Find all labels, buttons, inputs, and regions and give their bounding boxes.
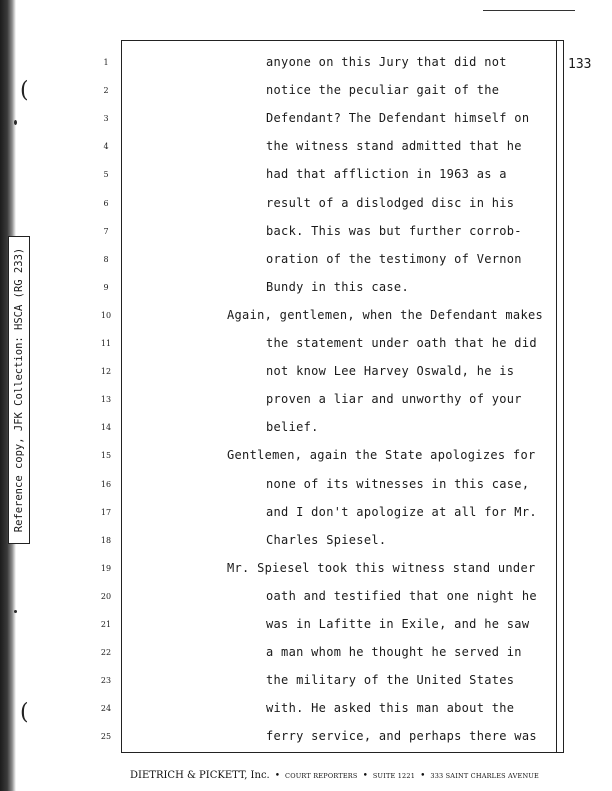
footer-separator: • (420, 771, 426, 781)
footer (130, 763, 570, 782)
line-number: 15 (100, 451, 112, 461)
footer-role: COURT REPORTERS (285, 772, 358, 780)
line-number: 3 (103, 114, 109, 124)
line-number: 22 (100, 648, 112, 658)
archive-stamp: Reference copy, JFK Collection: HSCA (RG 233) (8, 236, 30, 544)
line-number: 16 (100, 479, 112, 489)
transcript-line: none of its witnesses in this case, (266, 476, 530, 491)
page-number: 133 (568, 57, 592, 72)
line-number: 17 (100, 507, 112, 517)
line-number: 7 (103, 226, 109, 236)
transcript-line: the statement under oath that he did (266, 336, 537, 350)
transcript-line: oath and testified that one night he (266, 588, 537, 603)
line-number: 21 (100, 620, 112, 629)
footer-separator: • (274, 771, 281, 781)
transcript-line: a man whom he thought he served in (266, 645, 522, 660)
transcript-line: with. He asked this man about the (266, 701, 515, 716)
line-number: 20 (100, 591, 112, 601)
line-number: 18 (100, 535, 112, 545)
transcript-line: back. This was but further corrob- (266, 223, 522, 238)
transcript-line: Again, gentlemen, when the Defendant makes (227, 307, 544, 322)
transcript-line: notice the peculiar gait of the (266, 83, 500, 98)
scan-speck (14, 120, 17, 125)
line-number: 1 (103, 58, 109, 67)
transcript-line: the witness stand admitted that he (266, 139, 522, 154)
footer-address: 333 SAINT CHARLES AVENUE (430, 772, 539, 780)
transcript-line: Mr. Spiesel took this witness stand under (227, 560, 536, 575)
top-rule (483, 10, 575, 11)
transcript-line: ferry service, and perhaps there was (266, 729, 537, 744)
right-margin-rule (556, 40, 557, 753)
line-number: 25 (100, 732, 112, 742)
line-number: 11 (100, 339, 112, 348)
line-number: 5 (103, 170, 109, 180)
line-number: 6 (103, 198, 109, 208)
line-number: 24 (100, 704, 112, 714)
line-number: 10 (100, 310, 112, 320)
transcript-line: not know Lee Harvey Oswald, he is (266, 364, 515, 379)
line-number: 23 (100, 676, 112, 686)
transcript-line: had that affliction in 1963 as a (266, 167, 507, 182)
transcript-line: anyone on this Jury that did not (266, 55, 507, 69)
transcript-line: Defendant? The Defendant himself on (266, 111, 530, 126)
transcript-line: Gentlemen, again the State apologizes for (227, 448, 536, 463)
scan-speck (14, 610, 17, 613)
transcript-line: Bundy in this case. (266, 279, 409, 294)
transcript-line: belief. (266, 420, 319, 435)
footer-separator: • (362, 771, 368, 781)
binder-hole-mark: ( (20, 700, 29, 725)
line-number: 19 (100, 563, 112, 573)
transcript-line: proven a liar and unworthy of your (266, 392, 522, 407)
transcript-line: and I don't apologize at all for Mr. (266, 504, 537, 519)
footer-firm: DIETRICH & PICKETT, Inc. (130, 770, 270, 781)
line-number: 8 (103, 254, 109, 264)
line-number: 12 (100, 367, 112, 377)
transcript-line: was in Lafitte in Exile, and he saw (266, 617, 530, 631)
line-number: 14 (100, 423, 112, 433)
line-number: 2 (103, 86, 109, 96)
transcript-line: oration of the testimony of Vernon (266, 251, 522, 266)
transcript-line: result of a dislodged disc in his (266, 195, 515, 210)
transcript-line: Charles Spiesel. (266, 532, 387, 547)
line-number: 4 (103, 142, 109, 152)
line-number: 9 (103, 282, 109, 292)
transcript-line: the military of the United States (266, 673, 515, 688)
binder-hole-mark: ( (20, 78, 29, 103)
line-number: 13 (100, 395, 112, 405)
footer-suite: SUITE 1221 (372, 772, 416, 780)
